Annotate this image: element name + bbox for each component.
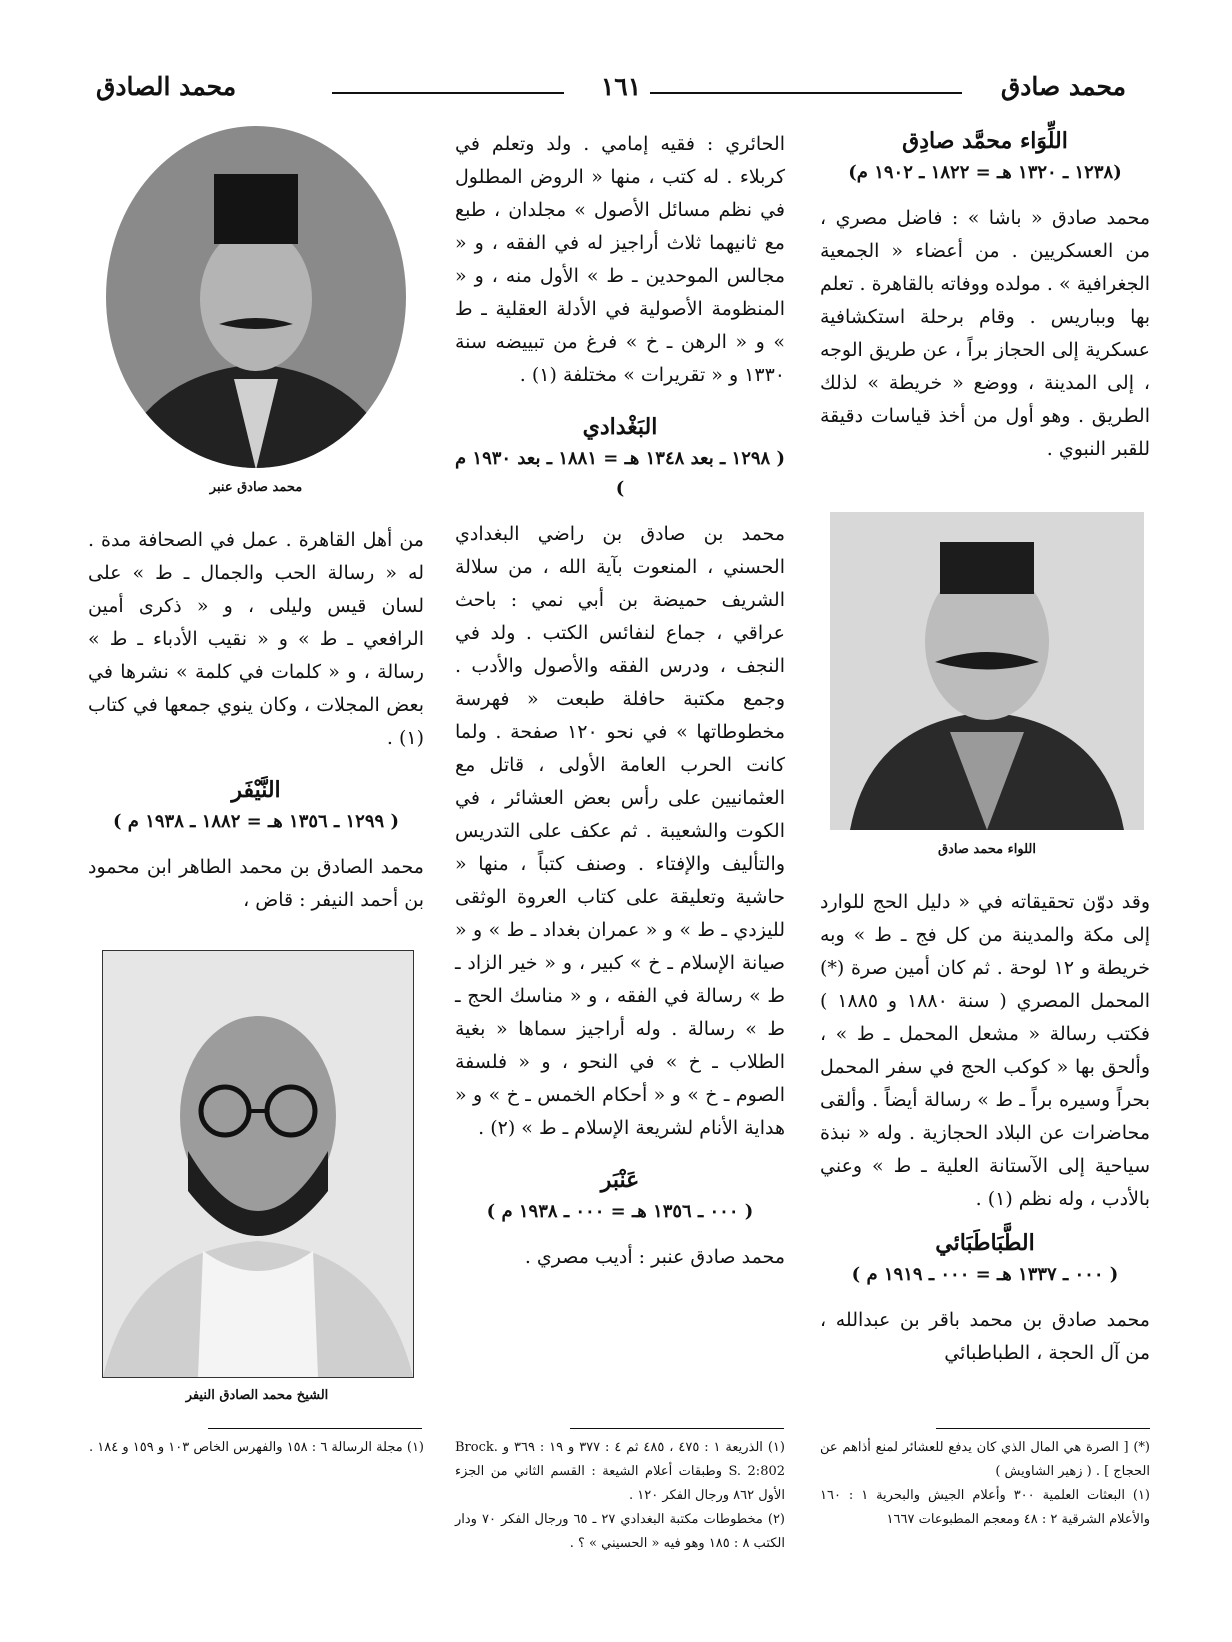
header-rule xyxy=(332,92,564,94)
entry-title: الطَّبَاطَبَائي xyxy=(935,1230,1035,1256)
footnote: (١) مجلة الرسالة ٦ : ١٥٨ والفهرس الخاص ١٠٣ و ١٥٩ و ١٨٤ . xyxy=(88,1440,424,1455)
footnote: (*) [ الصرة هي المال الذي كان يدفع للعشائر لمنع أذاهم عن الحجاج ] . ( زهير الشاويش ) xyxy=(820,1440,1150,1479)
entry-dates: ( ٠٠٠ ـ ١٣٥٦ هـ = ٠٠٠ ـ ١٩٣٨ م ) xyxy=(486,1201,754,1222)
entry-dates: ( ٠٠٠ ـ ١٣٣٧ هـ = ٠٠٠ ـ ١٩١٩ م ) xyxy=(851,1264,1119,1285)
column-right-lower xyxy=(820,886,1150,1370)
photo-caption: محمد صادق عنبر xyxy=(209,480,303,495)
header-rule xyxy=(650,92,962,94)
footnote: (١) البعثات العلمية ٣٠٠ وأعلام الجيش والبحرية ١ : ١٦٠ والأعلام الشرقية ٢ : ٤٨ ومعجم المطبوعات ١٦٦٧ xyxy=(820,1488,1150,1527)
entry-text: وقد دوّن تحقيقاته في « دليل الحج للوارد إلى مكة والمدينة من كل فج ـ ط » وبه خريطة و ١٢ لوحة . ثم كان أمين صرة (*) المحمل المصري ( سنة ١٨٨٠ و ١٨٨٥ ) فكتب رسالة « مشعل المحمل ـ ط » ، وألحق بها « كوكب الحج في سفر المحمل بحراً وسيره براً ـ ط » رسالة أيضاً . وألقى محاضرات عن البلاد الحجازية . وله « نبذة سياحية إلى الآستانة العلية ـ ط » وعني بالأدب ، وله نظم (١) . xyxy=(820,891,1150,1210)
footnote: (٢) مخطوطات مكتبة البغدادي ٢٧ ـ ٦٥ ورجال الفكر ٧٠ ودار الكتب ٨ : ١٨٥ وهو فيه « الحسيني » ؟ . xyxy=(455,1512,785,1551)
footnote-rule xyxy=(936,1428,1150,1429)
portrait-photo xyxy=(102,950,414,1378)
footnotes-middle xyxy=(455,1436,785,1556)
entry-text: محمد بن صادق بن راضي البغدادي الحسني ، المنعوت بآية الله ، من سلالة الشريف حميضة بن أبي نمي : باحث عراقي ، جماع لنفائس الكتب . ولد في النجف ، ودرس الفقه والأصول والأدب . وجمع مكتبة حافلة طبعت « فهرسة مخطوطاتها » في نحو ١٢٠ صفحة . ولما كانت الحرب العامة الأولى ، قاتل مع العثمانيين على رأس بعض العشائر ، في الكوت والشعيبة . ثم عكف على التدريس والتأليف والإفتاء . وصنف كتباً ، منها « حاشية وتعليقة على كتاب العروة الوثقى لليزدي ـ ط » و « عمران بغداد ـ ط » و « صيانة الإسلام ـ خ » كبير ، و « خير الزاد ـ ط » رسالة في الفقه ، و « مناسك الحج ـ ط » رسالة . وله أراجيز سماها « بغية الطلاب ـ خ » في النحو ، و « فلسفة الصوم ـ خ » و « أحكام الخمس ـ خ » و « هداية الأنام لشريعة الإسلام ـ ط » (٢) . xyxy=(455,523,785,1139)
entry-text: من أهل القاهرة . عمل في الصحافة مدة . له « رسالة الحب والجمال ـ ط » على لسان قيس وليلى ، و « ذكرى أمين الرافعي ـ ط » و « نقيب الأدباء ـ ط » رسالة ، و « كلمات في كلمة » نشرها في بعض المجلات ، وكان ينوي جمعها في كتاب (١) . xyxy=(88,529,424,749)
entry-text: محمد صادق « باشا » : فاضل مصري ، من العسكريين . من أعضاء « الجمعية الجغرافية » . مولده ووفاته بالقاهرة . تعلم بها وبباريس . وقام برحلة استكشافية عسكرية إلى الحجاز براً ، عن طريق الوجه ، إلى المدينة ، ووضع « خريطة » لذلك الطريق . وهو أول من أخذ قياسات دقيقة للقبر النبوي . xyxy=(820,207,1150,460)
entry-text: محمد صادق بن محمد باقر بن عبدالله ، من آل الحجة ، الطباطبائي xyxy=(820,1309,1150,1364)
entry-text: الحائري : فقيه إمامي . ولد وتعلم في كربلاء . له كتب ، منها « الروض المطلول في نظم مسائل الأصول » مجلدان ، طبع مع ثانيهما ثلاث أراجيز له في الفقه ، و « مجالس الموحدين ـ ط » الأول منه ، و « المنظومة الأصولية في الأدلة العقلية ـ ط » و « الرهن ـ خ » فرغ من تبييضه سنة ١٣٣٠ و « تقريرات » مختلفة (١) . xyxy=(455,133,785,386)
footnotes-left xyxy=(88,1436,424,1460)
footnotes-right xyxy=(820,1436,1150,1532)
column-middle xyxy=(455,128,785,1274)
footnote-rule xyxy=(208,1428,422,1429)
photo-caption: اللواء محمد صادق xyxy=(938,842,1036,857)
header-right-title: محمد صادق xyxy=(1000,72,1126,101)
photo-caption: الشيخ محمد الصادق النيفر xyxy=(185,1388,329,1403)
page-number: ١٦١ xyxy=(600,72,642,101)
column-right xyxy=(820,128,1150,488)
entry-dates: ( ١٢٩٩ ـ ١٣٥٦ هـ = ١٨٨٢ ـ ١٩٣٨ م ) xyxy=(113,811,399,832)
footnote: (١) الذريعة ١ : ٤٧٥ ، ٤٨٥ ثم ٤ : ٣٧٧ و ١٩ : ٣٦٩ و Brock. S. 2:802 وطبقات أعلام الشيعة : القسم الثاني من الجزء الأول ٨٦٢ ورجال الفكر ١٢٠ . xyxy=(455,1440,786,1503)
entry-title: اللِّوَاء محمَّد صادِق xyxy=(902,128,1068,154)
entry-text: محمد صادق عنبر : أديب مصري . xyxy=(524,1246,785,1268)
entry-title: البَغْدادي xyxy=(582,414,658,440)
portrait-photo-oval xyxy=(104,124,408,470)
entry-dates: ( ١٢٩٨ ـ بعد ١٣٤٨ هـ = ١٨٨١ ـ بعد ١٩٣٠ م ) xyxy=(455,448,785,499)
header-left-title: محمد الصادق xyxy=(96,72,237,101)
portrait-photo xyxy=(830,512,1144,830)
entry-title: النَّيْفَر xyxy=(231,777,281,803)
entry-title: عَنْبَر xyxy=(600,1167,640,1193)
column-left xyxy=(88,524,424,917)
entry-dates: (١٢٣٨ ـ ١٣٢٠ هـ = ١٨٢٢ ـ ١٩٠٢ م) xyxy=(848,162,1122,183)
running-header xyxy=(96,72,1142,112)
entry-text: محمد الصادق بن محمد الطاهر ابن محمود بن أحمد النيفر : قاض ، xyxy=(88,856,424,911)
footnote-rule xyxy=(570,1428,784,1429)
